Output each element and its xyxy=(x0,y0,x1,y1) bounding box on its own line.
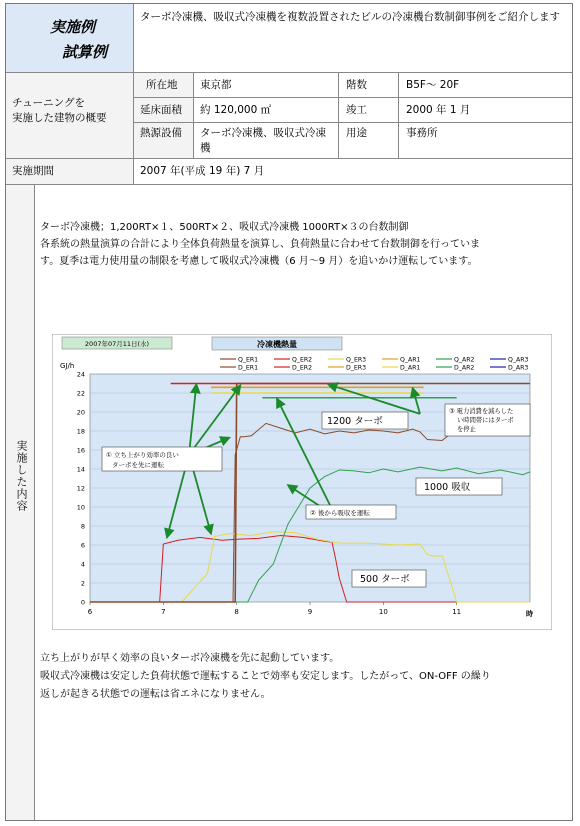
y-tick-label: 10 xyxy=(76,503,85,512)
x-tick-label: 11 xyxy=(452,608,462,616)
overview-value-usage: 事務所 xyxy=(406,127,438,139)
legend-label: Q_ER2 xyxy=(292,356,313,364)
overview-value-completed: 2000 年 1 月 xyxy=(406,104,471,116)
legend-label: D_ER2 xyxy=(292,364,313,372)
annotation-3-line3: を停止 xyxy=(457,426,476,433)
overview-value-location: 東京都 xyxy=(200,79,232,91)
legend-label: D_AR1 xyxy=(400,364,421,372)
series-label-1000-absorption: 1000 吸収 xyxy=(424,482,471,493)
y-tick-label: 20 xyxy=(76,408,85,417)
y-tick-label: 18 xyxy=(76,427,85,436)
chart-date-label: 2007年07月11日(水) xyxy=(84,340,150,348)
y-tick-label: 16 xyxy=(76,446,85,455)
intro-line-2: 各系統の熱量演算の合計により全体負荷熱量を演算し、負荷熱量に合わせて台数制御を行っていま xyxy=(40,239,480,250)
y-tick-label: 24 xyxy=(76,370,85,379)
y-tick-label: 2 xyxy=(80,579,85,588)
legend-label: D_AR2 xyxy=(454,364,475,372)
title-line2: 試算例 xyxy=(62,43,108,61)
heat-chart xyxy=(52,334,552,630)
legend-label: D_ER3 xyxy=(346,364,367,372)
y-tick-label: 12 xyxy=(76,484,85,493)
y-tick-label: 8 xyxy=(80,522,85,531)
overview-value-area: 約 120,000 ㎡ xyxy=(200,104,272,116)
content-label: 実施した内容 xyxy=(15,440,28,512)
outro-line-3: 返しが起きる状態での運転は省エネになりません。 xyxy=(40,689,271,700)
y-tick-label: 22 xyxy=(76,389,85,398)
overview-label: チューニングを 実施した建物の概要 xyxy=(12,97,107,124)
legend-label: D_ER1 xyxy=(238,364,259,372)
y-tick-label: 0 xyxy=(80,598,85,607)
legend-label: Q_AR2 xyxy=(454,356,475,364)
outro-line-2: 吸収式冷凍機は安定した負荷状態で運転することで効率も安定します。したがって、ON-OFF の繰り xyxy=(40,671,491,682)
legend-label: Q_AR1 xyxy=(400,356,421,364)
chart-ylabel: GJ/h xyxy=(60,362,75,370)
legend-label: Q_AR3 xyxy=(508,356,529,364)
outro-line-1: 立ち上がりが早く効率の良いターボ冷凍機を先に起動しています。 xyxy=(40,653,340,664)
series-label-1200-turbo: 1200 ターボ xyxy=(327,416,383,427)
chart-xlabel: 時 xyxy=(526,610,533,618)
x-tick-label: 8 xyxy=(234,608,239,616)
x-tick-label: 6 xyxy=(87,608,93,616)
overview-key-completed: 竣工 xyxy=(346,104,367,116)
y-tick-label: 6 xyxy=(80,541,85,550)
x-tick-label: 10 xyxy=(378,608,388,616)
x-tick-label: 7 xyxy=(161,608,166,616)
intro-line-1: ターボ冷凍機；1,200RT×１、500RT×２、吸収式冷凍機 1000RT×３の台数制御 xyxy=(40,222,409,233)
legend-label: Q_ER1 xyxy=(238,356,259,364)
legend-label: Q_ER3 xyxy=(346,356,367,364)
title-line1: 実施例 xyxy=(50,18,96,36)
overview-key-usage: 用途 xyxy=(346,127,367,139)
overview-key-location: 所在地 xyxy=(146,79,178,91)
title-box xyxy=(6,4,133,72)
period-value: 2007 年(平成 19 年) 7 月 xyxy=(140,165,265,177)
y-tick-label: 14 xyxy=(76,465,85,474)
annotation-1-line2: ターボを先に運転 xyxy=(112,461,164,469)
overview-key-floors: 階数 xyxy=(346,79,367,91)
overview-value-floors: B5F～ 20F xyxy=(406,79,460,91)
annotation-1-line1: ① 立ち上がり効率の良い xyxy=(106,451,179,459)
annotation-2-text: ② 後から吸収を運転 xyxy=(310,509,370,517)
header-description: ターボ冷凍機、吸収式冷凍機を複数設置されたビルの冷凍機台数制御事例をご紹介します xyxy=(140,11,560,23)
overview-value-equipment: ターボ冷凍機、吸収式冷凍機 xyxy=(200,127,326,154)
y-tick-label: 4 xyxy=(80,560,85,569)
overview-key-equipment: 熱源設備 xyxy=(140,127,182,139)
overview-key-area: 延床面積 xyxy=(140,104,182,116)
period-label: 実施期間 xyxy=(12,165,54,177)
chart-title: 冷凍機熱量 xyxy=(257,340,297,349)
series-label-500-turbo: 500 ターボ xyxy=(360,574,410,585)
x-tick-label: 9 xyxy=(307,608,313,616)
legend-label: D_AR3 xyxy=(508,364,529,372)
document-sheet xyxy=(5,3,573,821)
intro-line-3: す。夏季は電力使用量の制限を考慮して吸収式冷凍機（6 月～9 月）を追いかけ運転しています。 xyxy=(40,256,478,267)
annotation-3-line1: ③ 電力消費を減らした xyxy=(449,408,514,415)
annotation-3-line2: い時間帯にはターボ xyxy=(457,417,514,424)
